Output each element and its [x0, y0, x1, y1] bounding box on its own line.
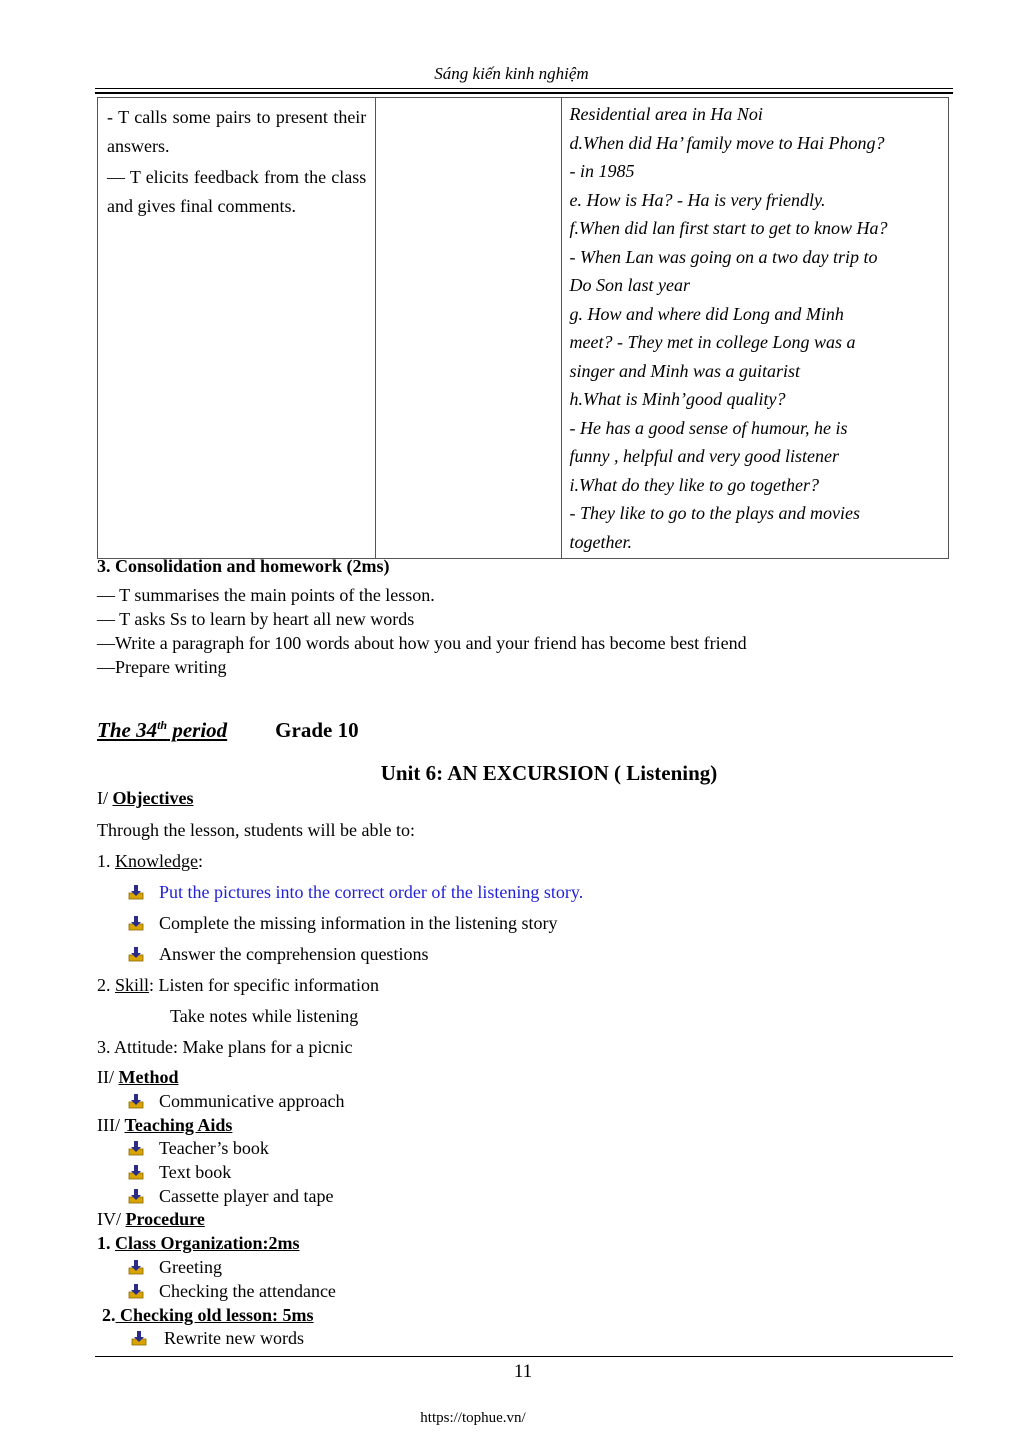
list-item: Answer the comprehension questions [128, 944, 428, 965]
list-item: Complete the missing information in the listening story [128, 913, 557, 934]
list-item: Cassette player and tape [128, 1186, 333, 1207]
header-rule [95, 88, 953, 89]
answer-line: - They like to go to the plays and movies [569, 503, 860, 523]
answer-line: - When Lan was going on a two day trip to [569, 246, 878, 267]
arrow-bullet-icon [128, 1188, 144, 1204]
list-item: Greeting [128, 1257, 222, 1278]
answer-line: singer and Minh was a guitarist [569, 360, 801, 381]
answer-line: g. How and where did Long and Minh [569, 303, 844, 324]
procedure-heading: IV/ Procedure [97, 1209, 205, 1229]
arrow-bullet-icon [128, 1259, 144, 1275]
unit-title: Unit 6: AN EXCURSION ( Listening) [380, 761, 718, 785]
arrow-bullet-icon [128, 915, 144, 931]
teaching-aids-heading: III/ Teaching Aids [97, 1115, 233, 1135]
consolidation-line: —Write a paragraph for 100 words about how you and your friend has become best friend [97, 633, 747, 653]
answer-line: d.When did Ha’ family move to Hai Phong? [569, 132, 885, 153]
objectives-intro: Through the lesson, students will be able to: [97, 820, 415, 840]
arrow-bullet-icon [128, 1093, 144, 1109]
consolidation-list [97, 583, 747, 679]
list-item: Text book [128, 1162, 231, 1183]
consolidation-heading: 3. Consolidation and homework (2ms) [97, 556, 390, 576]
list-item: Put the pictures into the correct order of the listening story. [128, 882, 583, 903]
checking-old-lesson-heading: 2. Checking old lesson: 5ms [102, 1305, 314, 1325]
arrow-bullet-icon [128, 1164, 144, 1180]
page-number: 11 [513, 1361, 533, 1382]
teacher-activity-cell [98, 98, 376, 559]
answer-line: f.When did lan first start to get to know Ha? [569, 218, 888, 238]
table-col1-line: — T elicits feedback from the class and gives final comments. [107, 167, 367, 216]
answer-line: e. How is Ha? - Ha is very friendly. [569, 189, 826, 210]
answer-line: together. [569, 531, 633, 552]
arrow-bullet-icon [128, 884, 144, 900]
table-col1-line: - T calls some pairs to present their answers. [107, 107, 367, 156]
list-item: Teacher’s book [128, 1138, 269, 1159]
list-item: Communicative approach [128, 1091, 344, 1112]
grade-label: Grade 10 [275, 718, 359, 742]
answer-line: Do Son last year [569, 275, 691, 295]
arrow-bullet-icon [131, 1330, 147, 1346]
arrow-bullet-icon [128, 1140, 144, 1156]
answer-line: - in 1985 [569, 161, 635, 181]
answer-line: meet? - They met in college Long was a [569, 332, 856, 352]
method-heading: II/ Method [97, 1067, 179, 1087]
arrow-bullet-icon [128, 1283, 144, 1299]
skill-extra: Take notes while listening [170, 1006, 359, 1026]
answer-line: Residential area in Ha Noi [569, 104, 763, 124]
arrow-bullet-icon [128, 946, 144, 962]
answer-line: h.What is Minh’good quality? [569, 389, 786, 409]
objectives-heading: I/ Objectives [97, 788, 194, 808]
answers-cell [561, 98, 948, 559]
class-organization-heading: 1. Class Organization:2ms [97, 1233, 300, 1253]
skill-line: 2. Skill: Listen for specific information [97, 975, 379, 995]
consolidation-line: — T asks Ss to learn by heart all new words [97, 609, 415, 629]
lesson-table [97, 97, 949, 559]
knowledge-heading: 1. Knowledge: [97, 851, 203, 871]
consolidation-line: —Prepare writing [97, 657, 227, 677]
answer-line: i.What do they like to go together? [569, 474, 819, 495]
student-activity-cell [376, 98, 561, 559]
period-line [97, 718, 359, 743]
period-title: The 34th period [97, 718, 228, 742]
header-title: Sáng kiến kinh nghiệm [434, 64, 589, 83]
header-rule-thick [95, 92, 953, 94]
list-item: Rewrite new words [131, 1328, 304, 1349]
answer-line: - He has a good sense of humour, he is [569, 417, 848, 438]
list-item: Checking the attendance [128, 1281, 336, 1302]
footer-rule [95, 1356, 953, 1357]
answer-line: funny , helpful and very good listener [569, 446, 839, 466]
attitude-line: 3. Attitude: Make plans for a picnic [97, 1037, 353, 1057]
footer-url[interactable]: https://tophue.vn/ [420, 1410, 526, 1426]
consolidation-line: — T summarises the main points of the lesson. [97, 585, 435, 605]
table-row [98, 98, 949, 559]
